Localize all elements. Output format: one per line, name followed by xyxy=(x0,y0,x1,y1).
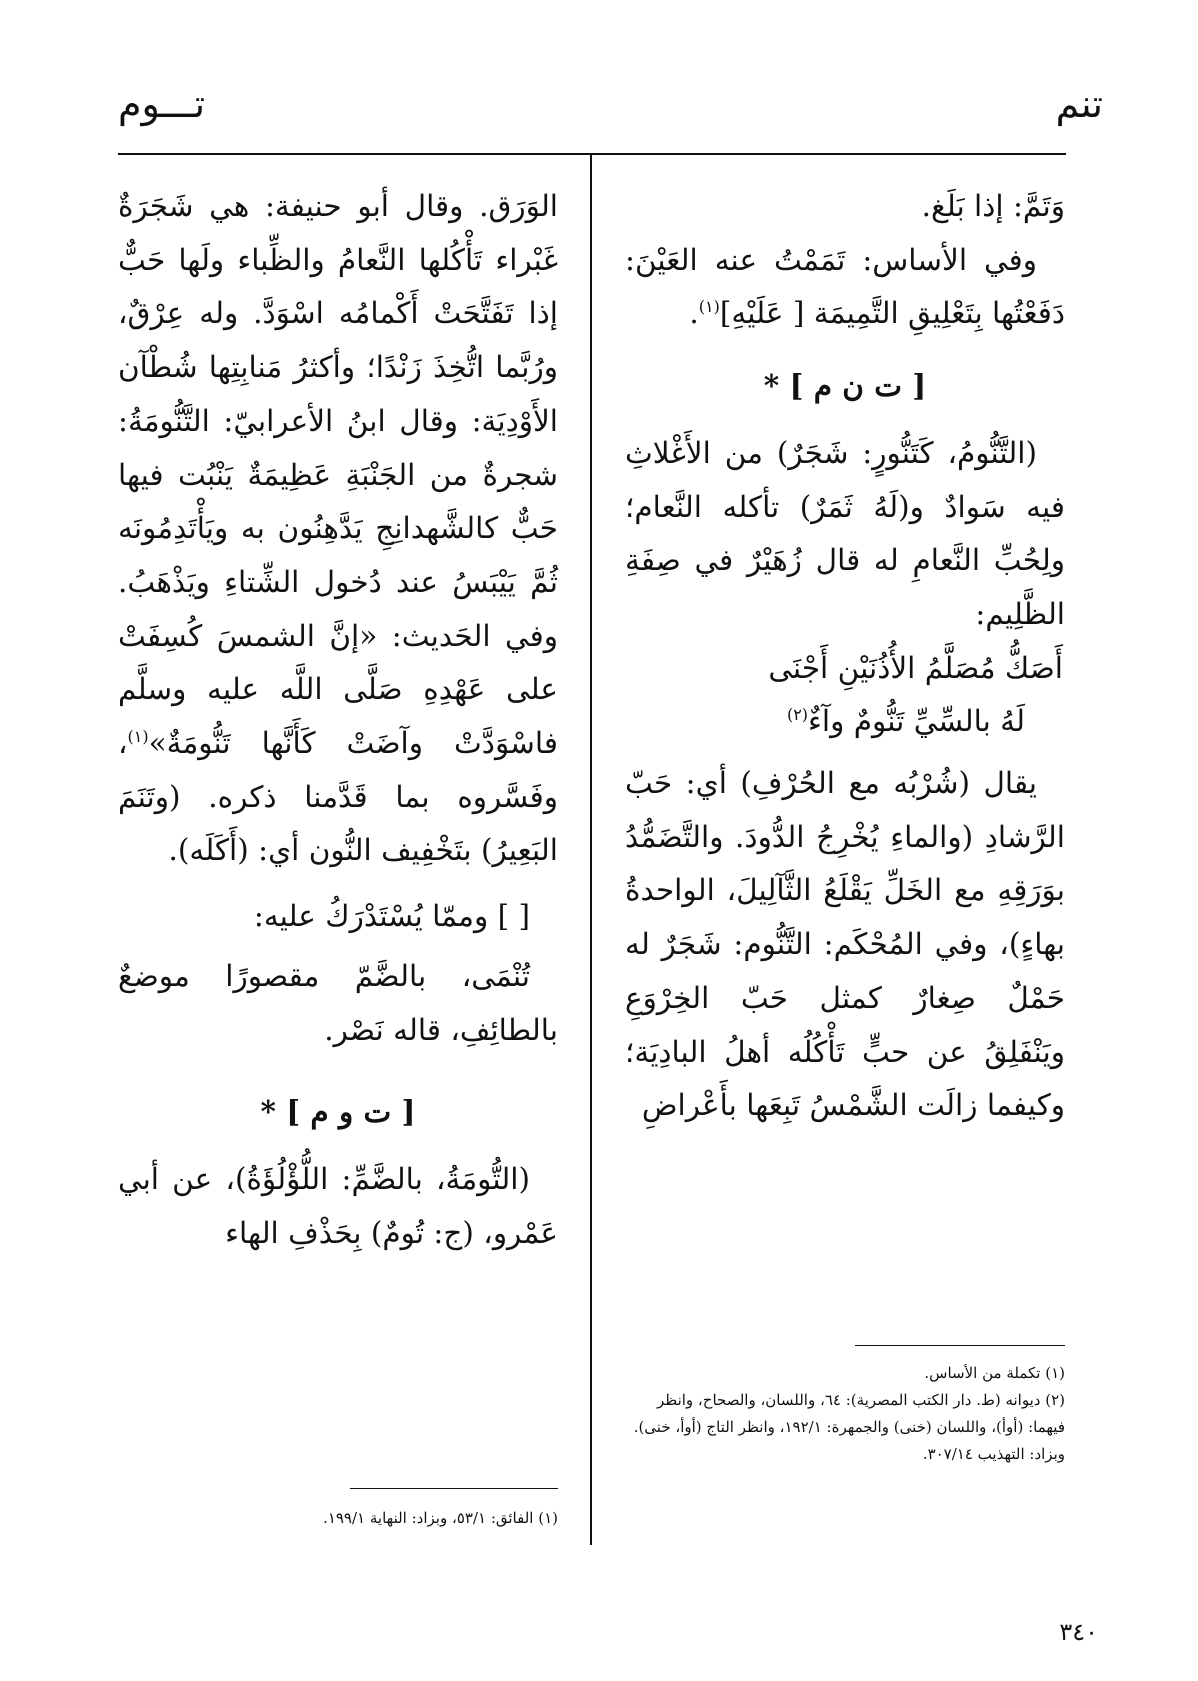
verse-line: لَهُ بالسِّيِّ تَنُّومٌ وآءٌ$^{(٢)}$ xyxy=(786,704,1025,739)
entry-heading-twm: [ ت و م ] * xyxy=(260,1094,416,1130)
footnote-ref: (١) xyxy=(127,727,149,747)
left-column xyxy=(118,180,558,1260)
paragraph: وفي الأساس: تَمَمْتُ عنه العَيْنَ: دَفَعْتُها بِتَعْلِيقِ التَّمِيمَة [ عَلَيْهِ]$^{(١)}$. xyxy=(625,242,1065,331)
paragraph: (التُّومَةُ، بالضَّمِّ: اللُّؤْلُؤَةُ)، عن أبي عَمْرو، (ج: تُومٌ) بِحَذْفِ الهاء xyxy=(118,1161,558,1250)
paragraph: تُنْمَى، بالضَّمّ مقصورًا موضعٌ بالطائِفِ، قاله نَصْر. xyxy=(118,958,558,1047)
footnote: (٢) ديوانه (ط. دار الكتب المصرية): ٦٤، واللسان، والصحاح، وانظر فيهما: (أوأ)، واللسان (خنى) والجمهرة: ١٩٢/١، وانظر التاج (أوأ، خنى). وبزاد: التهذيب ٣٠٧/١٤. xyxy=(633,1391,1065,1463)
footnote-rule xyxy=(855,1345,1065,1346)
page-number: ٣٤٠ xyxy=(1059,1618,1098,1646)
paragraph: (التَّنُّومُ، كَتَنُّورٍ: شَجَرٌ) من الأَغْلاثِ فيه سَوادٌ و(لَهُ ثَمَرٌ) تأكله النَّعام؛ ولِحُبِّ النَّعامِ له قال زُهَيْرٌ في صِفَةِ الظَّلِيم: xyxy=(625,435,1065,631)
paragraph: [ ] وممّا يُسْتَدْرَكُ عليه: xyxy=(253,899,530,934)
header-right-root: تنم xyxy=(1055,82,1103,126)
right-footnotes xyxy=(625,1360,1065,1468)
footnote-rule xyxy=(350,1488,558,1489)
paragraph: يقال (شُرْبُه مع الحُرْفِ) أي: حَبّ الرَّشادِ (والماءِ يُخْرِجُ الدُّودَ. والتَّضَمُّدُ بوَرَقِهِ مع الخَلِّ يَقْلَعُ الثَّآلِيلَ، الواحدةُ بهاءٍ)، وفي المُحْكَم: التَّنُّوم: شَجَرٌ له حَمْلٌ صِغارٌ كمثل حَبّ الخِرْوَعِ ويَنْفَلِقُ عن حبٍّ تَأْكُلُه أهلُ البادِيَة؛ وكيفما زالَت الشَّمْسُ تَبِعَها بأَعْراضِ xyxy=(625,766,1065,1123)
footnote: (١) الفائق: ٥٣/١، وبزاد: النهاية ١٩٩/١. xyxy=(323,1509,558,1527)
entry-heading-tnm: [ ت ن م ] * xyxy=(763,368,927,404)
column-divider xyxy=(590,153,592,1545)
paragraph: الوَرَق. وقال أبو حنيفة: هي شَجَرَةٌ غَبْراء تَأْكُلها النَّعامُ والظِّباء ولَها حَبٌّ إذا تَفَتَّحَتْ أَكْمامُه اسْوَدَّ. وله عِرْقٌ، ورُبَّما اتُّخِذَ زَنْدًا؛ وأكثرُ مَنابِتِها شُطْآن الأَوْدِيَة: وقال ابنُ الأعرابيّ: التَّنُّومَةُ: شجرةٌ من الجَنْبَةِ عَظِيمَةٌ يَنْبُت فيها حَبٌّ كالشَّهدانِجِ يَدَّهِنُون به ويَأْتَدِمُونَه ثُمَّ يَيْبَسُ عند دُخول الشِّتاءِ ويَذْهَبُ. وفي الحَديث: «إنَّ الشمسَ كُسِفَتْ على عَهْدِهِ صَلَّى اللَّه عليه وسلَّم فاسْوَدَّتْ وآضَتْ كَأَنَّها تَنُّومَةٌ»$^{(١)}$، وفَسَّروه بما قَدَّمنا ذكره. (وتَنَمَ البَعِيرُ) بتَخْفِيف النُّون أي: (أَكَلَه). xyxy=(118,189,558,868)
verse-line: أَصَكُّ مُصَلَّمُ الأُذُنَيْنِ أَجْنَى xyxy=(768,650,1063,685)
header-left-root: تـــوم xyxy=(118,82,206,126)
paragraph: وَتَمَّ: إذا بَلَغ. xyxy=(921,189,1065,223)
header-rule xyxy=(118,153,1066,155)
left-footnotes xyxy=(118,1505,558,1532)
footnote: (١) تكملة من الأساس. xyxy=(924,1364,1065,1382)
footnote-ref: (١) xyxy=(698,297,720,317)
right-column xyxy=(625,180,1065,1133)
footnote-ref: (٢) xyxy=(786,705,809,725)
